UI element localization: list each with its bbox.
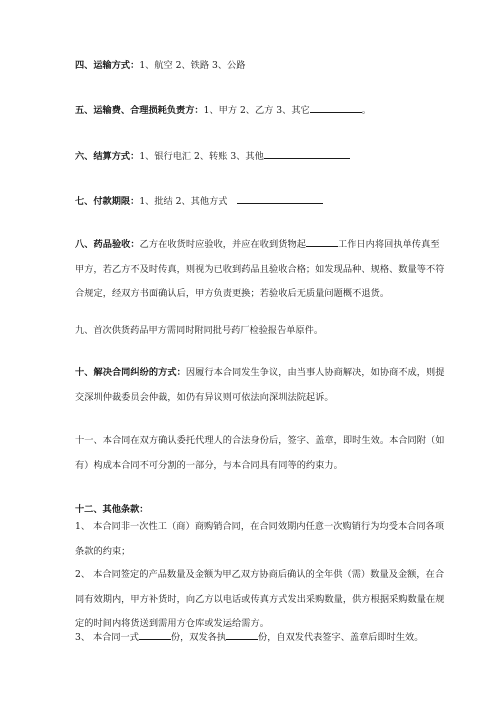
section-acceptance bbox=[75, 233, 445, 307]
section-settlement-method bbox=[75, 149, 445, 163]
section-effectiveness bbox=[75, 429, 445, 478]
section-transport-method bbox=[75, 59, 445, 72]
blank-line bbox=[139, 630, 171, 640]
section-body: 1、航空 2、铁路 3、公路 bbox=[139, 60, 246, 71]
section-text: 九、首次供货药品甲方需同时附同批号药厂检验报告单原件。 bbox=[75, 325, 324, 336]
term-text: 份，双发各执 bbox=[170, 632, 227, 643]
punctuation: 。 bbox=[361, 105, 371, 116]
term-text: 1、 本合同非一次性工（商）商购销合同，在合同效期内任意一次购销行为均受本合同各项条款的约束； bbox=[75, 521, 445, 557]
section-heading: 四、运输方式： bbox=[75, 60, 140, 71]
section-dispute-resolution bbox=[75, 361, 445, 410]
section-text: 十一、本合同在双方确认委托代理人的合法身份后，签字、盖章，即时生效。本合同附（如有）构成本合同不可分割的一部分，与本合同具有同等的约束力。 bbox=[75, 435, 445, 471]
term-text: 2、 本合同签定的产品数量及金额为甲乙双方协商后确认的全年供（需）数量及金额，在合同有效期内，甲方补货时，向乙方以电话或传真方式发出采购数量，供方根据采购数量在规定的时间内将货送到需用方仓库或发运给需方。 bbox=[75, 569, 445, 629]
section-body: 1、甲方 2、乙方 3、其它 bbox=[203, 105, 310, 116]
section-heading: 十、解决合同纠纷的方式： bbox=[75, 367, 186, 378]
section-heading: 五、运输费、合理损耗负责方： bbox=[75, 105, 204, 116]
section-freight-responsibility bbox=[75, 103, 445, 117]
section-heading: 七、付款期限： bbox=[75, 196, 140, 207]
section-body: 1、批结 2、其他方式 bbox=[139, 196, 228, 207]
blank-line bbox=[306, 237, 338, 247]
section-heading: 八、药品验收： bbox=[75, 239, 140, 250]
blank-line bbox=[264, 149, 350, 159]
section-first-supply bbox=[75, 324, 445, 337]
term-text: 份，自双发代表签字、盖章后即时生效。 bbox=[258, 632, 424, 643]
blank-line bbox=[226, 630, 258, 640]
section-body: 乙方在收货时应验收，并应在收到货物起 bbox=[139, 239, 306, 250]
blank-line bbox=[237, 194, 323, 204]
term-item-2 bbox=[75, 563, 445, 637]
term-item-1 bbox=[75, 515, 445, 564]
section-body: 因履行本合同发生争议，由当事人协商解决，如协商不成，则提交深圳仲裁委员会仲裁，如仍有异议则可依法向深圳法院起诉。 bbox=[75, 367, 445, 403]
section-payment-term bbox=[75, 194, 445, 208]
blank-line bbox=[310, 103, 362, 113]
section-heading: 六、结算方式： bbox=[75, 151, 140, 162]
section-body: 1、银行电汇 2、转账 3、其他 bbox=[139, 151, 264, 162]
term-text: 3、 本合同一式 bbox=[75, 632, 139, 643]
section-heading: 十二、其他条款： bbox=[75, 504, 149, 515]
section-body: 工作日内将回执单传真至甲方，若乙方不及时传真，则视为已收到药品且验收合格；如发现品种、规格、数量等不符合规定，经双方书面确认后，甲方负责更换；若验收后无质量问题概不退货。 bbox=[75, 239, 445, 299]
term-item-3 bbox=[75, 630, 445, 644]
